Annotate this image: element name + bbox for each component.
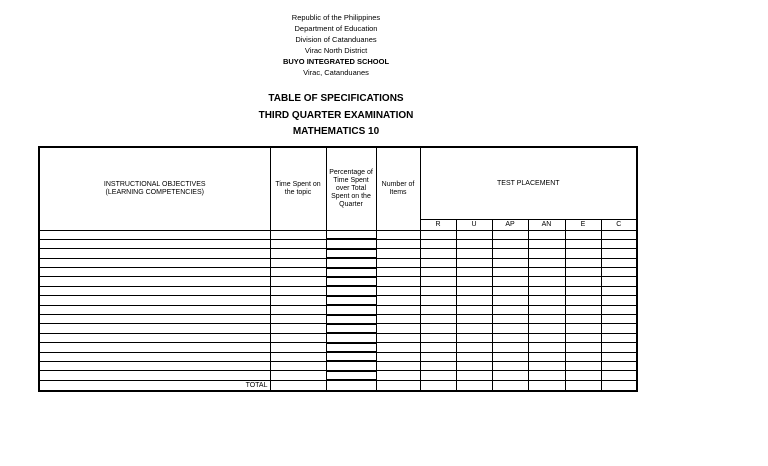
table-cell [326,361,376,370]
table-cell [528,324,565,333]
table-cell [528,296,565,305]
total-label: TOTAL [39,380,270,391]
table-cell [492,343,528,352]
table-cell [492,371,528,380]
table-row [39,343,637,352]
table-cell [376,324,420,333]
table-cell [456,231,492,240]
table-cell [376,315,420,324]
table-cell [601,315,637,324]
table-cell [326,305,376,314]
table-cell [528,268,565,277]
placement-level-header: C [601,220,637,231]
table-cell [270,371,326,380]
table-cell [601,286,637,295]
table-cell [456,286,492,295]
table-cell [376,305,420,314]
table-cell [376,361,420,370]
table-cell [326,324,376,333]
table-cell [565,324,601,333]
table-row [39,305,637,314]
table-cell [492,315,528,324]
table-cell [456,258,492,267]
total-cell [420,380,456,391]
table-cell [492,361,528,370]
table-cell [565,286,601,295]
table-cell [420,333,456,342]
table-cell [270,361,326,370]
placement-level-header: U [456,220,492,231]
table-cell [565,249,601,258]
total-cell [456,380,492,391]
table-cell [270,324,326,333]
table-cell [565,296,601,305]
table-cell [565,333,601,342]
table-cell [565,268,601,277]
table-cell [601,277,637,286]
table-cell [376,231,420,240]
table-cell [456,239,492,248]
table-cell [492,352,528,361]
table-cell [565,258,601,267]
school-address: Virac, Catanduanes [303,68,369,77]
table-cell [326,352,376,361]
table-cell [39,361,270,370]
total-cell [492,380,528,391]
test-placement-header: TEST PLACEMENT [420,147,637,220]
table-cell [39,231,270,240]
table-cell [270,305,326,314]
table-row [39,371,637,380]
table-cell [601,343,637,352]
table-cell [528,352,565,361]
table-cell [492,305,528,314]
table-cell [456,352,492,361]
table-cell [39,239,270,248]
time-spent-header: Time Spent on the topic [270,147,326,231]
table-cell [270,268,326,277]
table-row [39,277,637,286]
table-cell [39,343,270,352]
table-cell [528,239,565,248]
table-cell [270,286,326,295]
table-row [39,249,637,258]
republic-line: Republic of the Philippines [291,13,381,22]
table-cell [270,239,326,248]
table-cell [456,333,492,342]
table-cell [492,258,528,267]
total-cell [601,380,637,391]
total-cell [326,380,376,391]
table-cell [420,371,456,380]
table-row [39,231,637,240]
table-cell [326,315,376,324]
document-header [0,12,672,78]
table-cell [326,268,376,277]
table-cell [326,249,376,258]
table-cell [492,239,528,248]
table-cell [601,333,637,342]
total-cell [270,380,326,391]
table-cell [39,352,270,361]
table-cell [270,315,326,324]
table-cell [420,268,456,277]
table-cell [492,286,528,295]
placement-level-header: AN [528,220,565,231]
table-cell [39,324,270,333]
table-cell [528,343,565,352]
table-cell [376,352,420,361]
table-cell [39,296,270,305]
table-cell [601,361,637,370]
total-cell [528,380,565,391]
table-cell [565,231,601,240]
table-cell [326,343,376,352]
total-row [39,380,637,391]
table-cell [376,268,420,277]
table-cell [565,305,601,314]
percentage-header: Percentage of Time Spent over Total Spent on the Quarter [326,147,376,231]
table-cell [528,305,565,314]
table-cell [420,296,456,305]
table-cell [528,249,565,258]
table-cell [420,286,456,295]
table-cell [456,315,492,324]
table-cell [39,286,270,295]
specification-table [38,146,638,392]
table-cell [528,315,565,324]
table-cell [456,324,492,333]
table-cell [420,277,456,286]
table-cell [39,305,270,314]
table-cell [270,277,326,286]
table-cell [601,239,637,248]
table-cell [565,277,601,286]
placement-level-header: E [565,220,601,231]
table-cell [528,277,565,286]
table-cell [420,352,456,361]
table-cell [326,371,376,380]
title-line-3: MATHEMATICS 10 [292,126,380,137]
table-cell [601,296,637,305]
table-cell [270,249,326,258]
table-cell [39,315,270,324]
table-cell [420,258,456,267]
table-cell [326,258,376,267]
table-cell [492,268,528,277]
title-line-1: TABLE OF SPECIFICATIONS [268,93,404,104]
table-row [39,286,637,295]
table-cell [376,296,420,305]
table-cell [270,296,326,305]
table-cell [270,343,326,352]
table-cell [565,352,601,361]
district-line: Virac North District [304,46,368,55]
table-cell [326,231,376,240]
table-cell [326,333,376,342]
table-cell [420,239,456,248]
table-cell [39,277,270,286]
table-cell [456,296,492,305]
table-cell [39,249,270,258]
table-cell [528,258,565,267]
table-cell [492,249,528,258]
table-row [39,258,637,267]
table-cell [420,361,456,370]
table-row [39,324,637,333]
table-cell [601,258,637,267]
table-cell [39,258,270,267]
placement-level-header: AP [492,220,528,231]
table-row [39,239,637,248]
department-line: Department of Education [294,24,378,33]
table-cell [456,249,492,258]
table-cell [565,239,601,248]
table-cell [420,343,456,352]
table-row [39,352,637,361]
table-cell [326,239,376,248]
table-cell [456,305,492,314]
table-row [39,361,637,370]
table-cell [565,371,601,380]
table-cell [326,286,376,295]
school-name: BUYO INTEGRATED SCHOOL [282,57,390,66]
table-cell [528,286,565,295]
table-cell [376,333,420,342]
table-cell [528,231,565,240]
table-cell [456,361,492,370]
total-cell [565,380,601,391]
title-line-2: THIRD QUARTER EXAMINATION [258,109,414,121]
table-cell [528,371,565,380]
table-cell [420,231,456,240]
table-cell [456,371,492,380]
table-cell [565,361,601,370]
table-cell [492,324,528,333]
table-cell [270,258,326,267]
table-cell [376,239,420,248]
table-cell [565,343,601,352]
table-cell [601,268,637,277]
objectives-header: INSTRUCTIONAL OBJECTIVES (LEARNING COMPETENCIES) [39,147,270,231]
table-cell [326,296,376,305]
table-cell [492,277,528,286]
table-cell [420,249,456,258]
table-cell [456,268,492,277]
table-cell [270,333,326,342]
table-row [39,333,637,342]
document-titles [0,91,672,141]
number-of-items-header: Number of Items [376,147,420,231]
table-cell [601,231,637,240]
table-cell [376,249,420,258]
table-cell [601,305,637,314]
table-cell [492,296,528,305]
table-cell [39,268,270,277]
table-cell [601,371,637,380]
table-cell [528,333,565,342]
table-cell [601,352,637,361]
placement-level-header: R [420,220,456,231]
total-cell [376,380,420,391]
table-cell [270,352,326,361]
table-cell [39,371,270,380]
table-row [39,296,637,305]
table-cell [270,231,326,240]
table-cell [39,333,270,342]
table-cell [326,277,376,286]
division-line: Division of Catanduanes [295,35,377,44]
table-cell [528,361,565,370]
table-cell [376,258,420,267]
table-cell [420,324,456,333]
table-row [39,315,637,324]
table-cell [376,343,420,352]
table-cell [456,343,492,352]
table-cell [376,277,420,286]
table-cell [376,286,420,295]
table-cell [565,315,601,324]
table-cell [376,371,420,380]
table-cell [492,231,528,240]
table-cell [601,249,637,258]
table-cell [456,277,492,286]
table-cell [420,305,456,314]
table-cell [601,324,637,333]
table-cell [420,315,456,324]
table-cell [492,333,528,342]
table-row [39,268,637,277]
